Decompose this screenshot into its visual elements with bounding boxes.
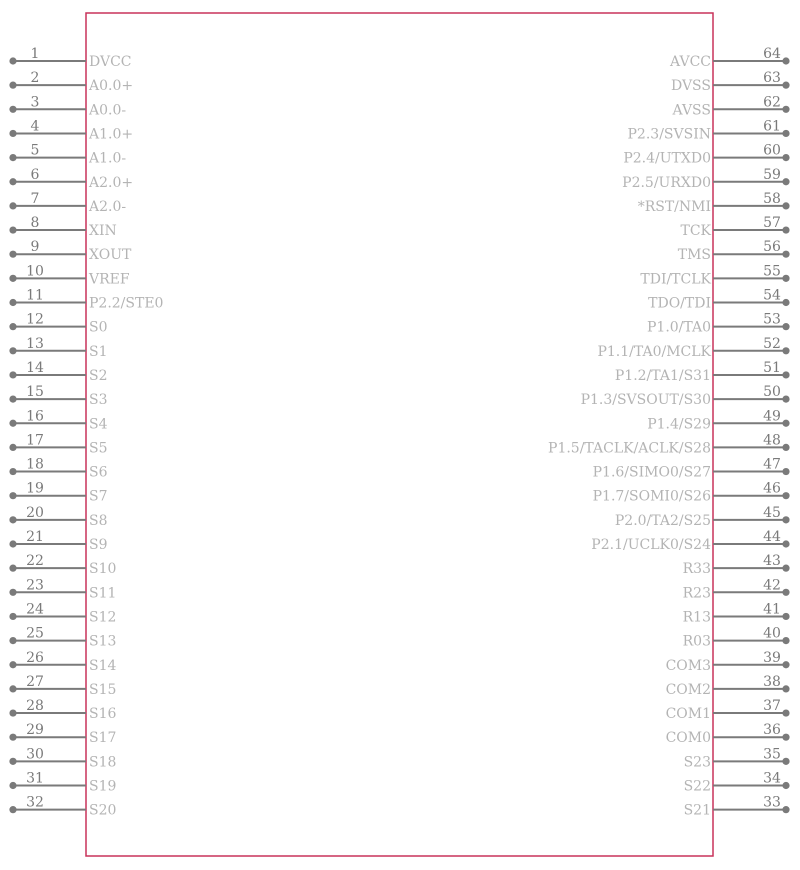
pin-label: P1.5/TACLK/ACLK/S28: [548, 440, 711, 457]
left-pin: [9, 360, 107, 384]
pin-endpoint: [782, 299, 789, 306]
pin-label: COM0: [665, 730, 711, 747]
pin-label: R23: [682, 585, 711, 602]
pin-label: S9: [89, 537, 108, 553]
pin-number: 54: [763, 287, 781, 304]
pin-endpoint: [9, 82, 16, 89]
left-pin: [9, 432, 107, 456]
pin-endpoint: [782, 226, 789, 233]
pin-endpoint: [9, 492, 16, 499]
right-pin: [648, 288, 789, 312]
pin-label: P2.1/UCLK0/S24: [591, 537, 711, 553]
right-pin: [684, 771, 790, 795]
right-pin: [683, 601, 790, 625]
pin-endpoint: [9, 251, 16, 258]
pin-number: 58: [763, 190, 781, 207]
pin-label: S22: [683, 778, 711, 795]
left-pin: [9, 191, 126, 215]
pin-endpoint: [9, 323, 16, 330]
pin-endpoint: [782, 492, 789, 499]
pin-endpoint: [9, 758, 16, 765]
pin-endpoint: [9, 613, 16, 620]
pin-label: S0: [89, 319, 108, 336]
left-pin: [9, 263, 129, 287]
pin-number: 52: [763, 335, 781, 352]
left-pin: [9, 457, 107, 481]
pin-number: 19: [26, 480, 44, 497]
pin-endpoint: [9, 444, 16, 451]
pin-endpoint: [782, 371, 789, 378]
left-pin: [9, 626, 116, 650]
pin-number: 53: [763, 311, 781, 328]
left-pin: [9, 239, 132, 263]
pin-endpoint: [9, 540, 16, 547]
pin-endpoint: [782, 758, 789, 765]
left-pin: [9, 336, 107, 360]
right-pin: [591, 529, 789, 553]
left-pin: [9, 577, 116, 601]
right-pin: [615, 505, 790, 529]
pin-number: 45: [763, 504, 781, 521]
pin-number: 50: [763, 384, 781, 401]
pin-number: 62: [763, 94, 781, 111]
pin-label: DVSS: [670, 78, 711, 95]
left-pin: [9, 529, 107, 553]
pin-number: 57: [763, 215, 781, 232]
pin-number: 47: [763, 456, 781, 473]
right-pin: [640, 263, 789, 287]
pin-label: S17: [89, 730, 117, 747]
left-pin: [9, 46, 131, 70]
pin-endpoint: [782, 202, 789, 209]
pin-number: 4: [30, 118, 40, 135]
pin-number: 23: [26, 577, 44, 594]
pin-endpoint: [782, 420, 789, 427]
left-pin: [9, 746, 116, 770]
pin-label: S7: [89, 488, 108, 505]
pin-number: 8: [30, 215, 40, 232]
left-pin: [9, 481, 107, 505]
pin-number: 61: [763, 118, 781, 135]
pin-label: COM1: [665, 706, 711, 723]
pin-endpoint: [782, 468, 789, 475]
left-pin: [9, 771, 116, 795]
left-pin: [9, 312, 107, 336]
left-pin: [9, 118, 133, 142]
pin-endpoint: [9, 420, 16, 427]
pin-number: 49: [763, 408, 781, 425]
pin-number: 5: [30, 142, 40, 159]
pin-label: P2.0/TA2/S25: [614, 512, 711, 529]
pin-number: 3: [30, 94, 40, 111]
left-pin: [9, 384, 107, 408]
left-pin: [9, 601, 116, 625]
left-pin: [9, 70, 133, 94]
right-pin: [684, 746, 790, 770]
pin-label: TDO/TDI: [648, 295, 711, 312]
right-pin: [622, 167, 789, 191]
right-pin: [623, 143, 789, 167]
right-pin: [548, 432, 790, 456]
pin-label: VREF: [89, 271, 130, 288]
pin-label: S1: [89, 343, 108, 360]
pin-endpoint: [782, 709, 789, 716]
pin-label: S20: [89, 802, 117, 819]
pin-endpoint: [782, 347, 789, 354]
pin-endpoint: [9, 299, 16, 306]
pin-number: 59: [763, 166, 781, 183]
pin-label: R03: [682, 633, 711, 650]
pin-label: P2.3/SVSIN: [627, 126, 711, 143]
pin-number: 56: [763, 239, 781, 256]
pin-endpoint: [9, 782, 16, 789]
pin-endpoint: [9, 516, 16, 523]
pin-endpoint: [9, 130, 16, 137]
pin-label: S19: [89, 778, 117, 795]
pin-endpoint: [9, 154, 16, 161]
pin-label: S16: [89, 706, 117, 723]
pin-endpoint: [782, 82, 789, 89]
pin-number: 24: [26, 601, 44, 618]
pin-label: TMS: [677, 247, 711, 264]
pin-label: AVSS: [672, 102, 711, 119]
pin-label: A1.0+: [89, 126, 134, 143]
pin-label: R13: [682, 609, 711, 626]
pin-number: 27: [26, 673, 44, 690]
right-pin: [615, 360, 790, 384]
pin-label: S4: [89, 416, 108, 433]
pin-label: A2.0+: [89, 174, 134, 191]
left-pin: [9, 215, 116, 239]
pin-endpoint: [9, 734, 16, 741]
right-pin: [647, 312, 790, 336]
right-pin: [666, 722, 790, 746]
pin-number: 22: [26, 553, 44, 570]
pin-label: P1.7/SOMI0/S26: [592, 488, 711, 505]
pin-number: 15: [26, 384, 44, 401]
pin-number: 13: [26, 335, 44, 352]
pin-label: S15: [89, 681, 117, 698]
pin-label: S3: [89, 392, 108, 409]
right-pin: [684, 795, 790, 819]
pin-endpoint: [9, 226, 16, 233]
pin-endpoint: [782, 782, 789, 789]
pin-endpoint: [9, 565, 16, 572]
pin-endpoint: [782, 540, 789, 547]
pin-label: COM3: [665, 657, 711, 674]
pin-number: 55: [763, 263, 781, 280]
pin-endpoint: [9, 709, 16, 716]
pin-number: 44: [763, 529, 781, 545]
pin-endpoint: [782, 275, 789, 282]
pin-endpoint: [9, 685, 16, 692]
pin-label: S18: [89, 754, 117, 771]
pin-endpoint: [782, 516, 789, 523]
right-pin: [669, 46, 790, 70]
pin-endpoint: [9, 637, 16, 644]
pin-label: P1.1/TA0/MCLK: [597, 343, 711, 360]
left-pin: [9, 94, 126, 118]
right-pin: [683, 577, 790, 601]
left-pin: [9, 408, 107, 432]
right-pin: [666, 674, 790, 698]
pin-number: 35: [763, 746, 781, 763]
pin-endpoint: [782, 685, 789, 692]
pin-number: 26: [26, 649, 44, 666]
pin-number: 17: [26, 432, 44, 449]
pin-number: 40: [763, 625, 781, 642]
pin-number: 34: [763, 770, 781, 787]
pin-number: 18: [26, 456, 44, 473]
right-pin-column: [548, 46, 790, 819]
pin-number: 7: [30, 190, 40, 207]
pin-number: 16: [26, 408, 44, 425]
right-pin: [666, 698, 790, 722]
right-pin: [683, 553, 790, 577]
left-pin: [9, 698, 116, 722]
pin-label: *RST/NMI: [637, 198, 711, 215]
pin-label: P1.4/S29: [647, 416, 711, 433]
pin-endpoint: [782, 613, 789, 620]
pin-label: S10: [89, 561, 117, 578]
pin-number: 31: [26, 770, 44, 787]
pin-label: S5: [89, 440, 108, 457]
pin-label: P2.2/STE0: [89, 295, 164, 312]
pin-number: 38: [763, 673, 781, 690]
pin-number: 63: [763, 70, 781, 87]
pin-endpoint: [782, 661, 789, 668]
right-pin: [593, 457, 790, 481]
pin-endpoint: [9, 468, 16, 475]
pin-number: 33: [763, 794, 781, 811]
pin-label: P2.4/UTXD0: [623, 150, 711, 167]
pin-label: A0.0-: [89, 102, 127, 119]
pin-number: 29: [26, 722, 44, 739]
pin-endpoint: [782, 251, 789, 258]
pin-endpoint: [9, 806, 16, 813]
pin-endpoint: [782, 565, 789, 572]
left-pin: [9, 505, 107, 529]
pin-label: DVCC: [89, 54, 132, 70]
pin-endpoint: [9, 589, 16, 596]
left-pin: [9, 674, 116, 698]
pin-number: 48: [763, 432, 781, 449]
pin-endpoint: [782, 57, 789, 64]
pin-label: S6: [89, 464, 108, 481]
pin-number: 39: [763, 649, 781, 666]
pin-label: XOUT: [89, 247, 132, 264]
pin-endpoint: [782, 130, 789, 137]
pin-number: 43: [763, 553, 781, 570]
pin-label: P1.6/SIMO0/S27: [592, 464, 711, 481]
pin-number: 6: [30, 166, 40, 183]
pin-endpoint: [9, 347, 16, 354]
pin-endpoint: [782, 106, 789, 113]
pin-endpoint: [9, 661, 16, 668]
left-pin: [9, 143, 126, 167]
pin-number: 20: [26, 504, 44, 521]
pin-label: S11: [89, 585, 117, 602]
pin-number: 12: [26, 311, 44, 328]
pin-label: COM2: [665, 681, 711, 698]
pin-label: S14: [89, 657, 117, 674]
left-pin: [9, 650, 116, 674]
pin-number: 1: [30, 46, 40, 62]
right-pin: [581, 384, 790, 408]
right-pin: [678, 239, 790, 263]
pin-label: AVCC: [670, 54, 711, 70]
pin-label: S12: [89, 609, 117, 626]
pin-number: 25: [26, 625, 44, 642]
pin-number: 21: [26, 529, 44, 545]
pin-label: P1.3/SVSOUT/S30: [580, 392, 711, 409]
right-pin: [666, 650, 790, 674]
pin-number: 2: [30, 70, 40, 87]
pin-label: S13: [89, 633, 117, 650]
right-pin: [628, 118, 790, 142]
pin-endpoint: [9, 202, 16, 209]
left-pin: [9, 795, 116, 819]
left-pin: [9, 553, 116, 577]
pin-number: 28: [26, 698, 44, 715]
pin-label: A1.0-: [89, 150, 127, 167]
pin-endpoint: [782, 396, 789, 403]
left-pin: [9, 722, 116, 746]
pin-endpoint: [782, 444, 789, 451]
pin-label: A0.0+: [89, 78, 134, 95]
pin-number: 64: [763, 46, 781, 62]
right-pin: [647, 408, 789, 432]
right-pin: [671, 70, 790, 94]
pin-label: S23: [683, 754, 711, 771]
pin-label: S8: [89, 512, 108, 529]
pin-endpoint: [782, 178, 789, 185]
pin-endpoint: [782, 734, 789, 741]
pin-label: S2: [89, 367, 108, 384]
pin-number: 60: [763, 142, 781, 159]
pin-number: 14: [26, 359, 44, 376]
pin-label: A2.0-: [89, 198, 127, 215]
pin-label: S21: [683, 802, 711, 819]
pin-number: 10: [26, 263, 44, 280]
pin-label: XIN: [89, 223, 117, 240]
pin-number: 37: [763, 698, 781, 715]
pin-number: 32: [26, 794, 44, 811]
pin-endpoint: [9, 106, 16, 113]
pin-number: 11: [26, 287, 44, 304]
pin-number: 41: [763, 601, 781, 618]
pin-endpoint: [782, 323, 789, 330]
ic-body-outline: [86, 13, 713, 856]
right-pin: [680, 215, 789, 239]
pin-endpoint: [782, 637, 789, 644]
pin-label: TDI/TCLK: [640, 271, 711, 288]
pin-number: 36: [763, 722, 781, 739]
pin-endpoint: [9, 57, 16, 64]
pin-endpoint: [782, 154, 789, 161]
pin-number: 9: [30, 239, 40, 256]
pin-label: P1.2/TA1/S31: [614, 367, 711, 384]
pin-endpoint: [782, 589, 789, 596]
right-pin: [593, 481, 790, 505]
left-pin: [9, 167, 133, 191]
pin-number: 51: [763, 359, 781, 376]
pin-label: R33: [682, 561, 711, 578]
right-pin: [683, 626, 790, 650]
pin-endpoint: [782, 806, 789, 813]
pin-endpoint: [9, 178, 16, 185]
pin-label: P2.5/URXD0: [622, 174, 711, 191]
pin-number: 30: [26, 746, 44, 763]
pin-label: TCK: [680, 223, 711, 240]
right-pin: [597, 336, 789, 360]
pin-endpoint: [9, 396, 16, 403]
pin-endpoint: [9, 275, 16, 282]
right-pin: [672, 94, 790, 118]
pin-label: P1.0/TA0: [647, 319, 711, 336]
pin-endpoint: [9, 371, 16, 378]
pin-number: 46: [763, 480, 781, 497]
pin-number: 42: [763, 577, 781, 594]
